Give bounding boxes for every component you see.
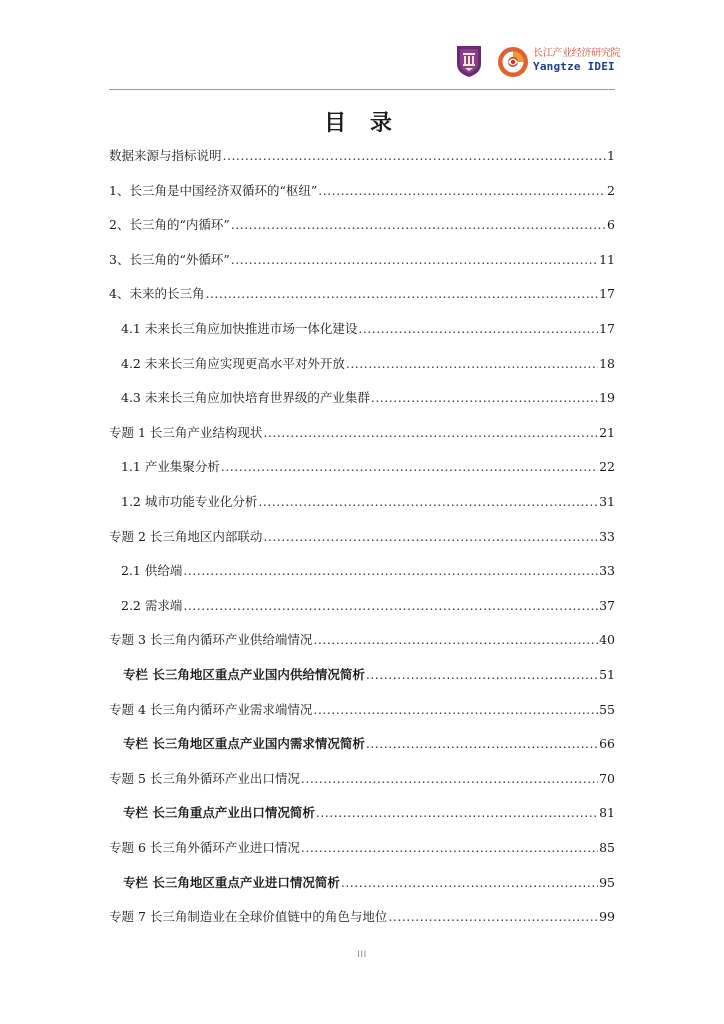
toc-entry-page: 81: [599, 805, 615, 821]
toc-entry-page: 2: [607, 182, 615, 198]
toc-entry-label: 1、长三角是中国经济双循环的“枢纽”: [109, 182, 318, 198]
toc-leader-dots: [313, 700, 598, 720]
toc-entry[interactable]: [121, 492, 615, 512]
brand-chinese-name: 长江产业经济研究院: [533, 48, 621, 59]
toc-entry[interactable]: [109, 146, 615, 166]
toc-entry[interactable]: [121, 354, 615, 374]
toc-entry-page: 66: [599, 736, 615, 752]
toc-entry-page: 21: [599, 424, 615, 440]
university-shield-logo-icon: [456, 44, 482, 78]
toc-entry[interactable]: [123, 665, 615, 685]
toc-entry[interactable]: [121, 319, 615, 339]
toc-leader-dots: [366, 734, 598, 754]
toc-leader-dots: [301, 769, 598, 789]
toc-entry[interactable]: [109, 423, 615, 443]
toc-entry-label: 1.2 城市功能专业化分析: [121, 494, 258, 509]
toc-entry[interactable]: [109, 250, 615, 270]
toc-leader-dots: [221, 457, 598, 477]
toc-leader-dots: [301, 838, 598, 858]
brand-english-name: Yangtze IDEI: [533, 60, 615, 73]
toc-entry-label: 专题 7 长三角制造业在全球价值链中的角色与地位: [109, 909, 388, 925]
toc-entry-page: 99: [599, 909, 615, 925]
toc-entry-label: 专栏 长三角地区重点产业国内需求情况简析: [123, 736, 365, 752]
toc-entry-label: 3、长三角的“外循环”: [109, 251, 230, 267]
toc-entry-label: 4、未来的长三角: [109, 286, 205, 302]
toc-leader-dots: [358, 319, 598, 339]
toc-leader-dots: [388, 907, 598, 927]
toc-entry-label: 专题 6 长三角外循环产业进口情况: [109, 840, 300, 855]
toc-entry-page: 1: [607, 148, 615, 163]
toc-entry[interactable]: [109, 630, 615, 650]
toc-entry-label: 专题 3 长三角内循环产业供给端情况: [109, 632, 313, 648]
toc-entry-label: 专栏 长三角地区重点产业进口情况简析: [123, 874, 340, 890]
toc-entry-page: 95: [599, 874, 615, 890]
toc-entry-page: 19: [599, 390, 615, 406]
toc-leader-dots: [371, 388, 598, 408]
toc-leader-dots: [223, 146, 607, 166]
toc-entry-page: 70: [599, 770, 615, 786]
toc-entry-page: 37: [599, 597, 615, 613]
toc-leader-dots: [346, 354, 598, 374]
toc-leader-dots: [231, 250, 598, 270]
toc-entry-label: 2.2 需求端: [121, 597, 183, 613]
toc-entry-label: 专题 4 长三角内循环产业需求端情况: [109, 701, 313, 717]
toc-entry[interactable]: [109, 181, 615, 201]
toc-entry-label: 专题 5 长三角外循环产业出口情况: [109, 770, 300, 786]
toc-entry[interactable]: [121, 596, 615, 616]
toc-leader-dots: [205, 284, 598, 304]
toc-entry-label: 专栏 长三角地区重点产业国内供给情况简析: [123, 667, 365, 682]
toc-entry[interactable]: [109, 838, 615, 858]
toc-entry-page: 22: [599, 459, 615, 475]
toc-entry-label: 2、长三角的“内循环”: [109, 217, 230, 233]
toc-leader-dots: [183, 596, 598, 616]
toc-entry-page: 18: [599, 355, 615, 371]
toc-entry[interactable]: [123, 734, 615, 754]
toc-entry-page: 33: [599, 563, 615, 579]
toc-entry-page: 11: [599, 251, 615, 267]
toc-entry-page: 33: [599, 528, 615, 544]
toc-entry-page: 6: [607, 217, 615, 233]
toc-leader-dots: [366, 665, 598, 685]
toc-entry-label: 1.1 产业集聚分析: [121, 459, 220, 475]
toc-title: 目 录: [324, 111, 400, 136]
toc-entry[interactable]: [109, 215, 615, 235]
toc-entry[interactable]: [109, 907, 615, 927]
toc-entry-page: 31: [599, 494, 615, 509]
toc-entry-label: 数据来源与指标说明: [109, 148, 222, 163]
brand-block: [533, 48, 621, 74]
toc-entry-label: 专栏 长三角重点产业出口情况简析: [123, 805, 315, 821]
toc-leader-dots: [231, 215, 606, 235]
toc-leader-dots: [318, 181, 606, 201]
toc-entry[interactable]: [109, 284, 615, 304]
toc-entry[interactable]: [121, 457, 615, 477]
toc-leader-dots: [183, 561, 598, 581]
page-header: [109, 42, 621, 82]
toc-entry-label: 2.1 供给端: [121, 563, 183, 579]
toc-entry[interactable]: [109, 769, 615, 789]
toc-entry[interactable]: [121, 561, 615, 581]
toc-entry[interactable]: [109, 527, 615, 547]
toc-leader-dots: [341, 873, 598, 893]
toc-entry-page: 51: [599, 667, 615, 682]
toc-entry-page: 17: [599, 286, 615, 302]
toc-entry-label: 4.2 未来长三角应实现更高水平对外开放: [121, 355, 345, 371]
toc-entry[interactable]: [123, 803, 615, 823]
toc-leader-dots: [258, 492, 598, 512]
toc-entry[interactable]: [109, 700, 615, 720]
header-divider: [109, 89, 615, 90]
yangtze-idei-logo-icon: [497, 46, 529, 78]
toc-entry-label: 4.1 未来长三角应加快推进市场一体化建设: [121, 321, 358, 336]
toc-entry-label: 4.3 未来长三角应加快培育世界级的产业集群: [121, 390, 370, 406]
toc-entry-page: 85: [599, 840, 615, 855]
toc-entry-page: 40: [599, 632, 615, 648]
toc-leader-dots: [263, 527, 598, 547]
toc-entry-label: 专题 1 长三角产业结构现状: [109, 424, 263, 440]
toc-entry[interactable]: [123, 873, 615, 893]
toc-leader-dots: [313, 630, 598, 650]
toc-entry-label: 专题 2 长三角地区内部联动: [109, 528, 263, 544]
toc-entry[interactable]: [121, 388, 615, 408]
toc-leader-dots: [263, 423, 598, 443]
page-number: III: [357, 950, 367, 960]
toc-entry-page: 55: [599, 701, 615, 717]
toc-entry-page: 17: [599, 321, 615, 336]
toc-leader-dots: [316, 803, 598, 823]
